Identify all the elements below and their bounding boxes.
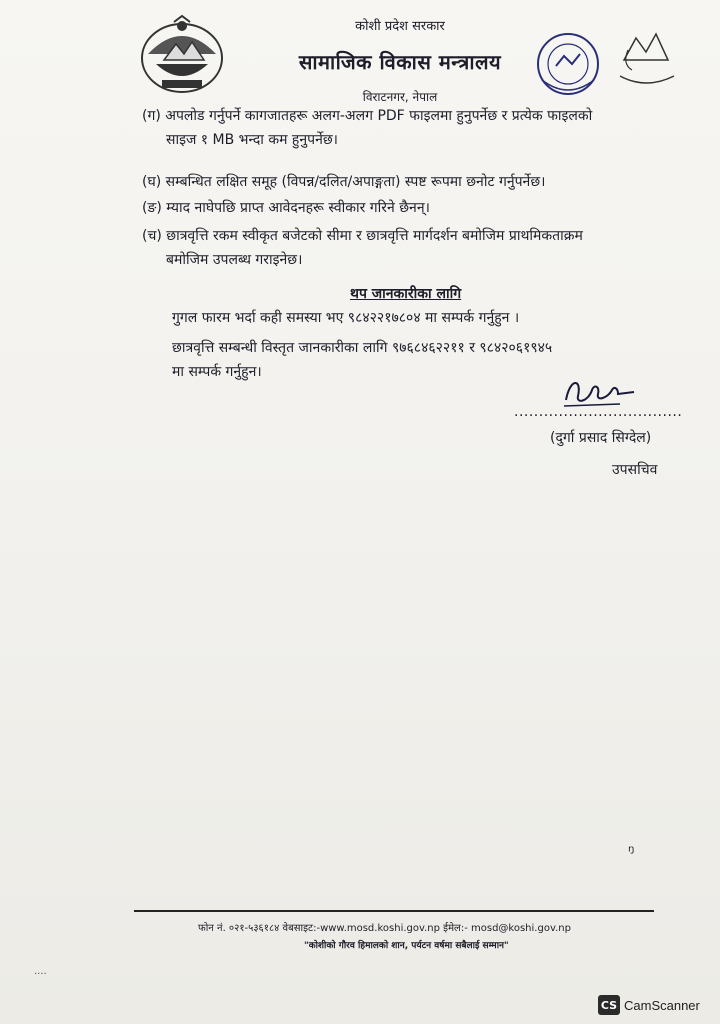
- contact-scholarship: [172, 336, 552, 384]
- more-info-title: थप जानकारीका लागि: [350, 286, 462, 302]
- ministry-seal-icon: [528, 20, 678, 104]
- camscanner-label: CamScanner: [624, 997, 700, 1013]
- paragraph-line: (च) छात्रवृत्ति रकम स्वीकृत बजेटको सीमा र छात्रवृत्ति मार्गदर्शन बमोजिम प्राथमिकताक्रम: [142, 228, 583, 244]
- signatory-name: (दुर्गा प्रसाद सिग्देल): [550, 430, 652, 446]
- stray-mark: ᵑ: [628, 842, 635, 861]
- signature-line: ..................................: [514, 404, 683, 420]
- letterhead-location: विराटनगर, नेपाल: [362, 90, 438, 104]
- footer-contact: फोन नं. ०२१-५३६१८४ वेबसाइट:-www.mosd.koshi.gov.np ईमेल:- mosd@koshi.gov.np: [198, 923, 571, 934]
- contact-line: छात्रवृत्ति सम्बन्धी विस्तृत जानकारीका लागि ९७६८४६२२११ र ९८४२०६१९४५: [172, 340, 553, 356]
- nepal-emblem-icon: [134, 14, 230, 98]
- contact-line: मा सम्पर्क गर्नुहुन।: [172, 364, 262, 380]
- paragraph-nga: [142, 196, 430, 220]
- paragraph-line: बमोजिम उपलब्ध गराइनेछ।: [166, 252, 303, 268]
- footer-motto: "कोशीको गौरव हिमालको शान, पर्यटन वर्षमा सबैलाई सम्मान": [304, 941, 509, 951]
- paragraph-gha: [142, 170, 545, 194]
- signatory-designation: उपसचिव: [612, 462, 658, 478]
- paragraph-line: (घ) सम्बन्धित लक्षित समूह (विपन्न/दलित/अपाङ्गता) स्पष्ट रूपमा छनोट गर्नुपर्नेछ।: [142, 174, 546, 190]
- footer-divider: [134, 910, 654, 912]
- camscanner-icon: CS: [598, 995, 620, 1015]
- edge-marks: ....: [34, 966, 47, 977]
- paragraph-line: (ग) अपलोड गर्नुपर्ने कागजातहरू अलग-अलग PDF फाइलमा हुनुपर्नेछ र प्रत्येक फाइलको: [142, 108, 593, 124]
- contact-google-form: गुगल फारम भर्दा कही समस्या भए ९८४२२१७८०४ मा सम्पर्क गर्नुहुन ।: [172, 310, 520, 326]
- paragraph-line: साइज १ MB भन्दा कम हुनुपर्नेछ।: [166, 132, 338, 148]
- paragraph-ga: [142, 104, 592, 152]
- letterhead-province: कोशी प्रदेश सरकार: [355, 19, 445, 34]
- paragraph-line: (ङ) म्याद नाघेपछि प्राप्त आवेदनहरू स्वीकार गरिने छैनन्।: [142, 200, 430, 216]
- paragraph-cha: [142, 224, 583, 272]
- camscanner-watermark: [598, 994, 700, 1016]
- letterhead-ministry: सामाजिक विकास मन्त्रालय: [298, 50, 502, 74]
